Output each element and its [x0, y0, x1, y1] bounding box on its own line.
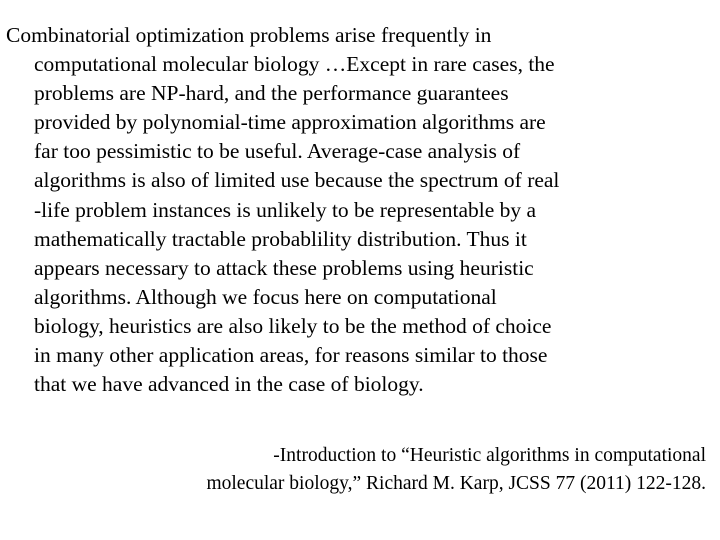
citation [60, 442, 706, 498]
quote-line-9: appears necessary to attack these problems using heuristic [34, 255, 534, 280]
quote-line-2: computational molecular biology …Except in rare cases, the [34, 52, 555, 77]
quote-line-6: algorithms is also of limited use because the spectrum of real [34, 168, 560, 193]
quote-line-12: in many other application areas, for reasons similar to those [34, 343, 548, 368]
quote-line-3: problems are NP-hard, and the performance guarantees [34, 81, 509, 106]
quote-line-13: that we have advanced in the case of biology. [34, 372, 424, 397]
quote-line-5: far too pessimistic to be useful. Average-case analysis of [34, 139, 521, 164]
quote-line-4: provided by polynomial-time approximation algorithms are [34, 110, 546, 135]
quote-paragraph [6, 21, 712, 399]
quote-line-1: Combinatorial optimization problems arise frequently in [6, 23, 492, 47]
quote-line-10: algorithms. Although we focus here on computational [34, 284, 497, 309]
quote-line-11: biology, heuristics are also likely to be the method of choice [34, 313, 552, 338]
quote-line-7: -life problem instances is unlikely to be representable by a [34, 197, 537, 222]
quote-line-8: mathematically tractable probablility distribution. Thus it [34, 226, 527, 251]
citation-line-2: molecular biology,” Richard M. Karp, JCSS 77 (2011) 122-128. [206, 473, 706, 494]
citation-line-1: -Introduction to “Heuristic algorithms in computational [273, 445, 706, 466]
